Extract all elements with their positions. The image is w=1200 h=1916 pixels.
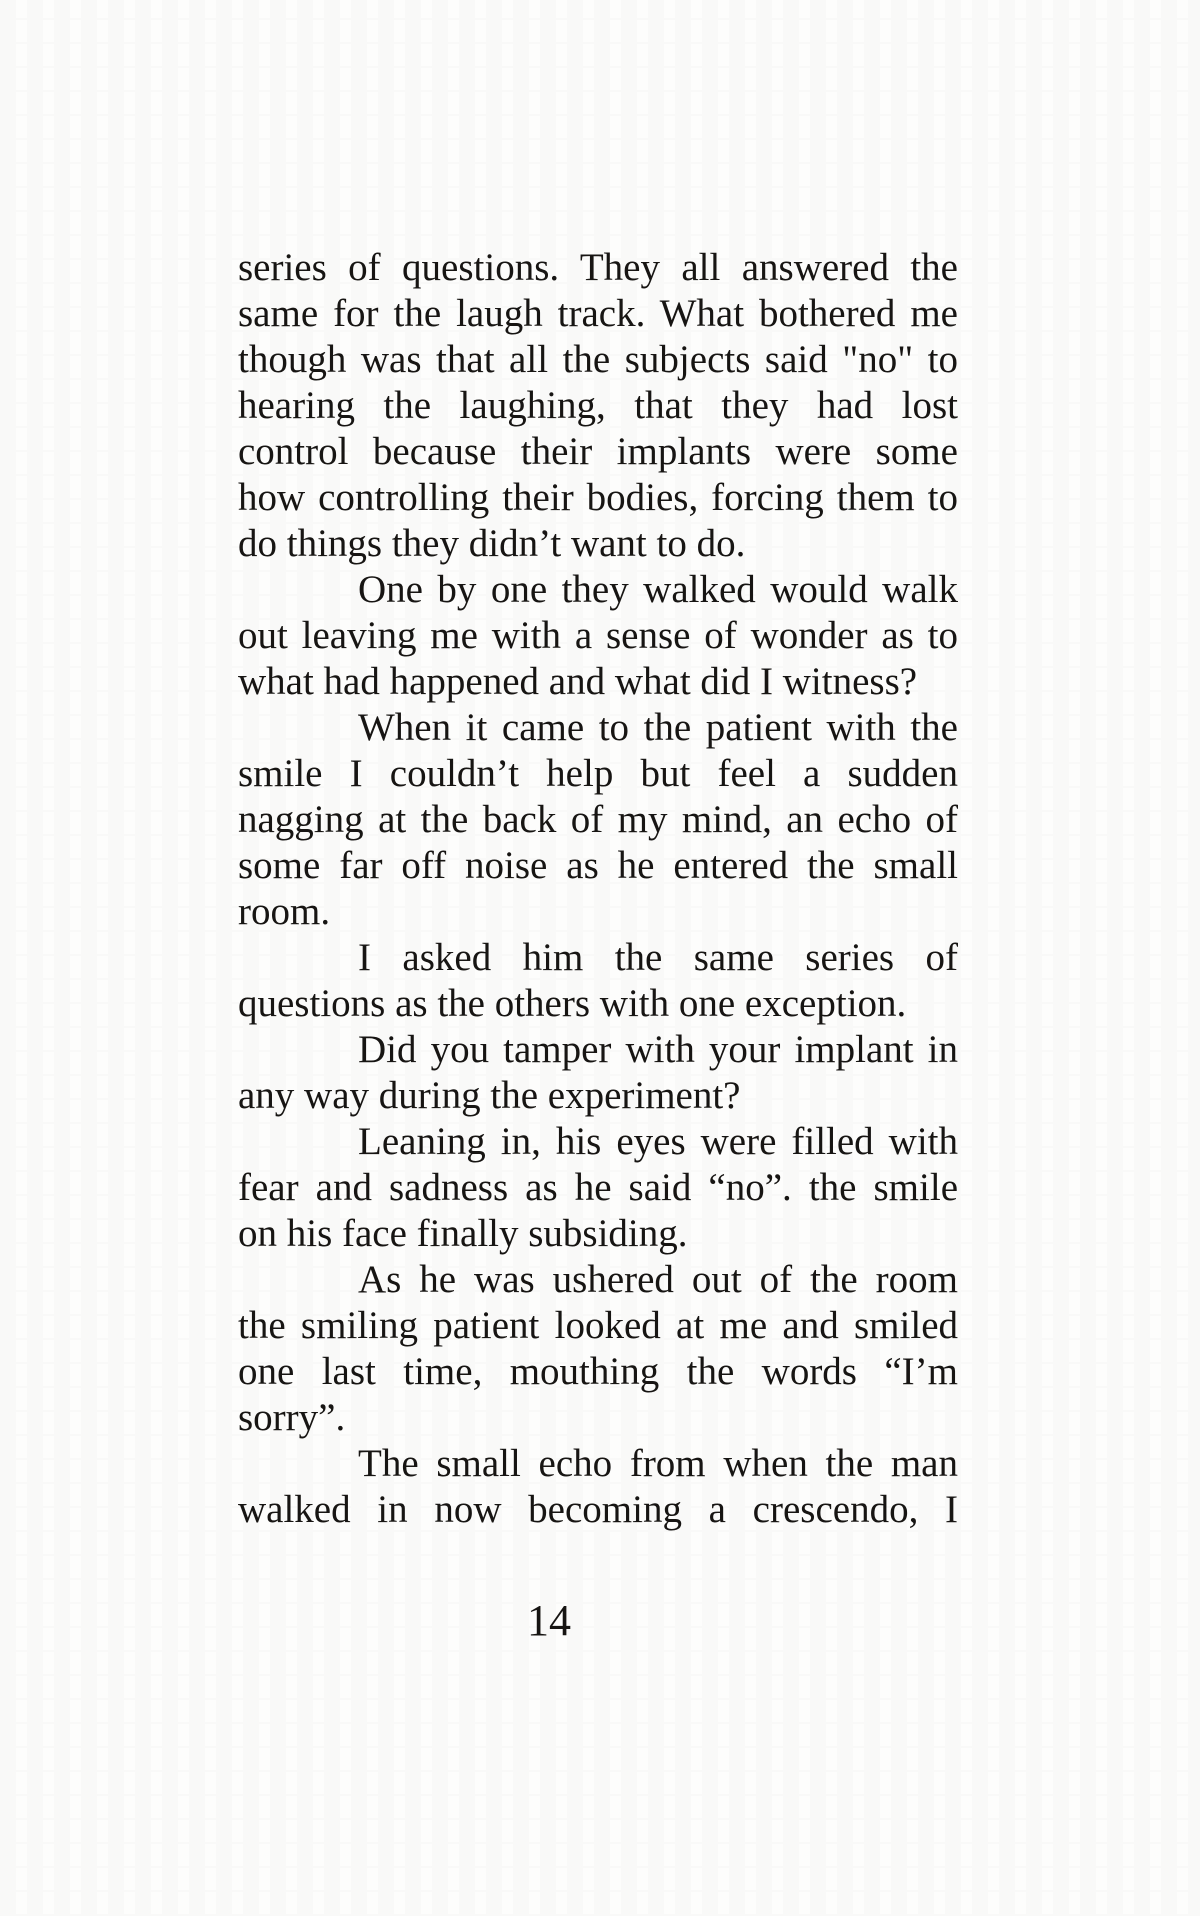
text-line: out leaving me with a sense of wonder as to (238, 614, 958, 657)
text-line: on his face finally subsiding. (238, 1212, 688, 1255)
paragraph (238, 567, 958, 705)
text-line: do things they didn’t want to do. (238, 522, 746, 565)
paragraph (238, 935, 958, 1027)
text-line: same for the laugh track. What bothered me (238, 292, 958, 335)
text-line: fear and sadness as he said “no”. the smile (238, 1166, 958, 1209)
text-line: though was that all the subjects said "no" to (238, 338, 958, 381)
paragraph (238, 1257, 958, 1441)
text-line: room. (238, 890, 331, 933)
paragraph (238, 1027, 958, 1119)
text-line: nagging at the back of my mind, an echo of (238, 798, 958, 841)
text-line: The small echo from when the man (358, 1442, 958, 1485)
page-text-block (238, 245, 958, 1533)
text-line: one last time, mouthing the words “I’m (238, 1350, 958, 1393)
text-line: the smiling patient looked at me and smiled (238, 1304, 958, 1347)
paragraph (238, 245, 958, 567)
page-number: 14 (527, 1596, 571, 1645)
text-line: I asked him the same series of (358, 936, 958, 979)
paragraph (238, 1119, 958, 1257)
text-line: how controlling their bodies, forcing them to (238, 476, 958, 519)
text-line: walked in now becoming a crescendo, I (238, 1488, 958, 1531)
text-line: any way during the experiment? (238, 1074, 741, 1117)
text-line: Leaning in, his eyes were filled with (358, 1120, 958, 1163)
paragraph (238, 1441, 958, 1533)
text-line: sorry”. (238, 1396, 346, 1439)
text-line: smile I couldn’t help but feel a sudden (238, 752, 958, 795)
text-line: As he was ushered out of the room (358, 1258, 958, 1301)
text-line: series of questions. They all answered the (238, 246, 958, 289)
text-line: some far off noise as he entered the small (238, 844, 958, 887)
text-line: what had happened and what did I witness? (238, 660, 918, 703)
text-line: hearing the laughing, that they had lost (238, 384, 958, 427)
text-line: Did you tamper with your implant in (358, 1028, 958, 1071)
paragraph (238, 705, 958, 935)
text-line: One by one they walked would walk (358, 568, 958, 611)
text-line: When it came to the patient with the (358, 706, 958, 749)
text-line: questions as the others with one exception. (238, 982, 907, 1025)
text-line: control because their implants were some (238, 430, 958, 473)
